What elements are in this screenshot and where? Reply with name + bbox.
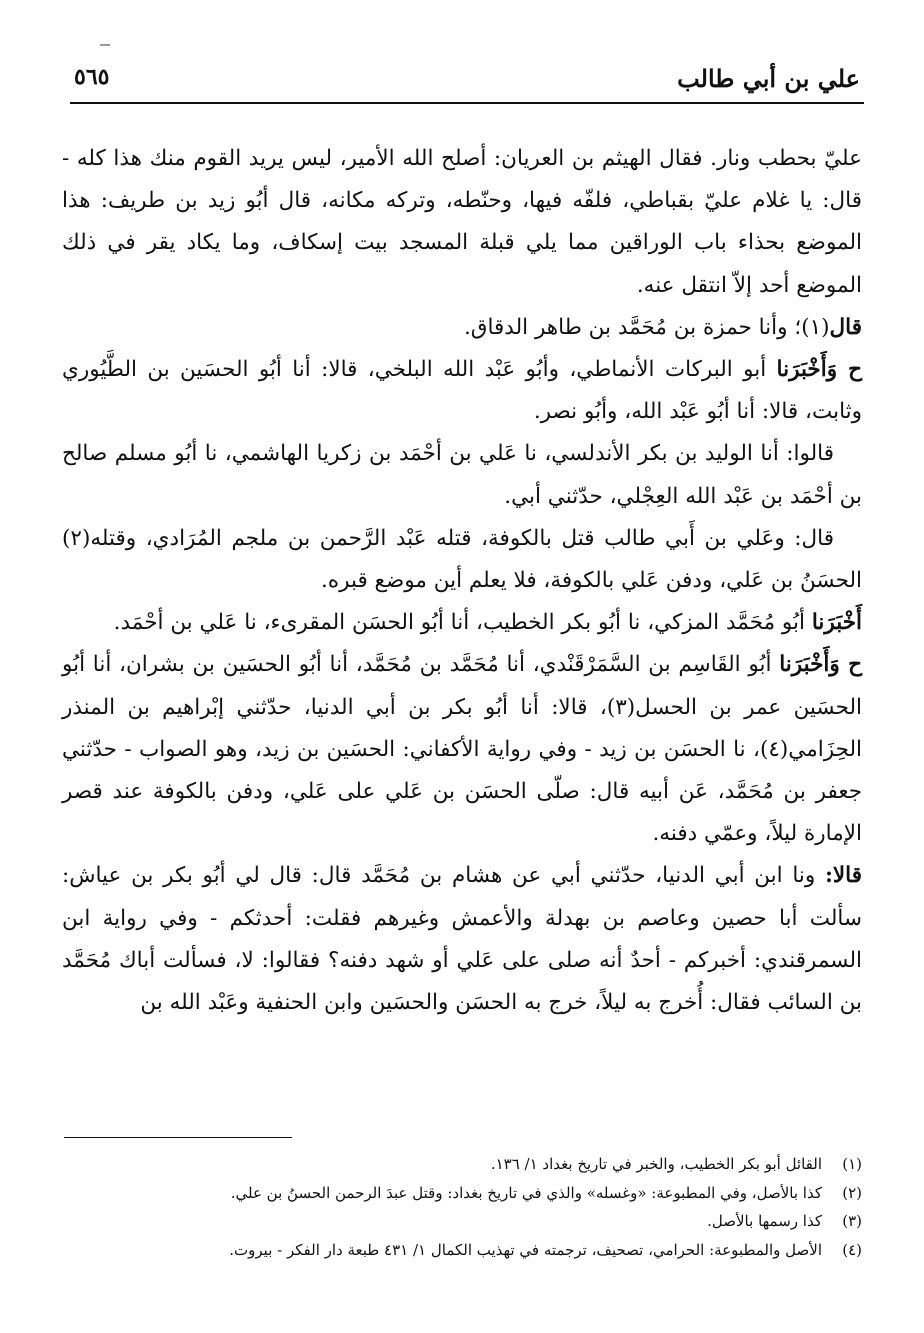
footnote-number: (١)	[842, 1155, 862, 1173]
paragraph	[62, 855, 862, 1024]
paragraph-lead: قال	[829, 314, 862, 340]
footnote-separator	[64, 1137, 292, 1138]
paragraph	[62, 518, 862, 602]
paragraph-text: (١)؛ وأنا حمزة بن مُحَمَّد بن طاهر الدقاق.	[463, 314, 830, 340]
footnote-text: كذا رسمها بالأصل.	[707, 1212, 822, 1230]
paragraph-lead: ح وَأَخْبَرَنا	[779, 652, 862, 678]
main-text	[62, 138, 862, 1024]
page-header	[74, 64, 860, 102]
footnote-number: (٢)	[842, 1183, 862, 1202]
scan-speck	[100, 44, 110, 46]
page-number: ٥٦٥	[74, 64, 110, 90]
paragraph-text: أبو البركات الأنماطي، وأبُو عَبْد الله البلخي، قالا: أنا أبُو الحسَين بن الطَّيُوري وثابت، قالا: أنا أبُو عَبْد الله، وأبُو نصر.	[62, 357, 862, 425]
paragraph	[62, 644, 862, 855]
running-title: علي بن أبي طالب	[677, 64, 860, 93]
header-rule	[70, 102, 864, 104]
paragraph-lead: أَخْبَرَنا	[811, 610, 862, 636]
paragraph-lead: ح وَأَخْبَرَنا	[776, 357, 862, 383]
paragraph-text: ونا ابن أبي الدنيا، حدّثني أبي عن هشام بن مُحَمَّد قال: قال لي أبُو بكر بن عياش: سألت أبا حصين وعاصم بن بهدلة والأعمش وغيرهم فقلت: أحدثكم - وفي رواية ابن السمرقندي: أخبركم - أحدٌ أنه صلى على عَلي أو شهد دفنه؟ فقالوا: لا، فسألت أباك مُحَمَّد بن السائب فقال: أُخرج به ليلاً، خرج به الحسَن والحسَين وابن الحنفية وعَبْد الله بن	[62, 863, 862, 1016]
paragraph-lead: قالا:	[824, 863, 862, 889]
paragraph	[62, 602, 862, 644]
footnote-text: الأصل والمطبوعة: الحرامي، تصحيف، ترجمته في تهذيب الكمال ١/ ٤٣١ طبعة دار الفكر - بيروت.	[229, 1240, 822, 1259]
footnote-text: القائل أبو بكر الخطيب، والخبر في تاريخ بغداد ١/ ١٣٦.	[490, 1155, 822, 1173]
paragraph	[62, 307, 862, 349]
paragraph-text: عليّ بحطب ونار. فقال الهيثم بن العريان: أصلح الله الأمير، ليس يريد القوم منك هذا كله - قال: يا غلام عليّ بقباطي، فلفّه فيها، وحنّطه، وتركه مكانه، قال أبُو زيد بن طريف: هذا الموضع بحذاء باب الوراقين مما يلي قبلة المسجد بيت إسكاف، وما يكاد يقر في ذلك الموضع أحد إلاّ انتقل عنه.	[62, 146, 862, 298]
footnote	[62, 1236, 862, 1265]
footnote	[62, 1179, 862, 1208]
paragraph-text: أبُو مُحَمَّد المزكي، نا أبُو بكر الخطيب، أنا أبُو الحسَن المقرىء، نا عَلي بن أحْمَد.	[113, 610, 805, 636]
footnote-number: (٣)	[842, 1212, 862, 1230]
footnote	[62, 1207, 862, 1236]
paragraph	[62, 138, 862, 307]
paragraph-text: أبُو القَاسِم بن السَّمَرْقَنْدي، أنا مُحَمَّد بن مُحَمَّد، أنا أبُو الحسَين بن بشران، أنا أبُو الحسَين عمر بن الحسل(٣)، قالا: أنا أبُو بكر بن أبي الدنيا، حدّثني إبْراهيم بن المنذر الحِزَامي(٤)، نا الحسَن بن زيد - وفي رواية الأكفاني: الحسَين بن زيد، وهو الصواب - حدّثني جعفر بن مُحَمَّد، عَن أبيه قال: صلّى الحسَن بن عَلي على عَلي، ودفن بالكوفة عند قصر الإمارة ليلاً، وعمّي دفنه.	[62, 652, 863, 847]
footnote	[62, 1150, 862, 1179]
paragraph	[62, 349, 862, 433]
paragraph-text: قال: وعَلي بن أَبي طالب قتل بالكوفة، قتله عَبْد الرَّحمن بن ملجم المُرَادي، وقتله(٢) الحسَنُ بن عَلي، ودفن عَلي بالكوفة، فلا يعلم أين موضع قبره.	[62, 525, 862, 594]
footnotes	[62, 1150, 862, 1264]
paragraph-text: قالوا: أنا الوليد بن بكر الأندلسي، نا عَلي بن أحْمَد بن زكريا الهاشمي، نا أبُو مسلم صالح بن أحْمَد بن عَبْد الله العِجْلي، حدّثني أبي.	[62, 441, 862, 509]
footnote-text: كذا بالأصل، وفي المطبوعة: «وغسله» والذي في تاريخ بغداد: وقتل عبدَ الرحمن الحسنُ بن علي.	[230, 1183, 822, 1202]
paragraph	[62, 433, 862, 517]
footnote-number: (٤)	[842, 1240, 862, 1259]
